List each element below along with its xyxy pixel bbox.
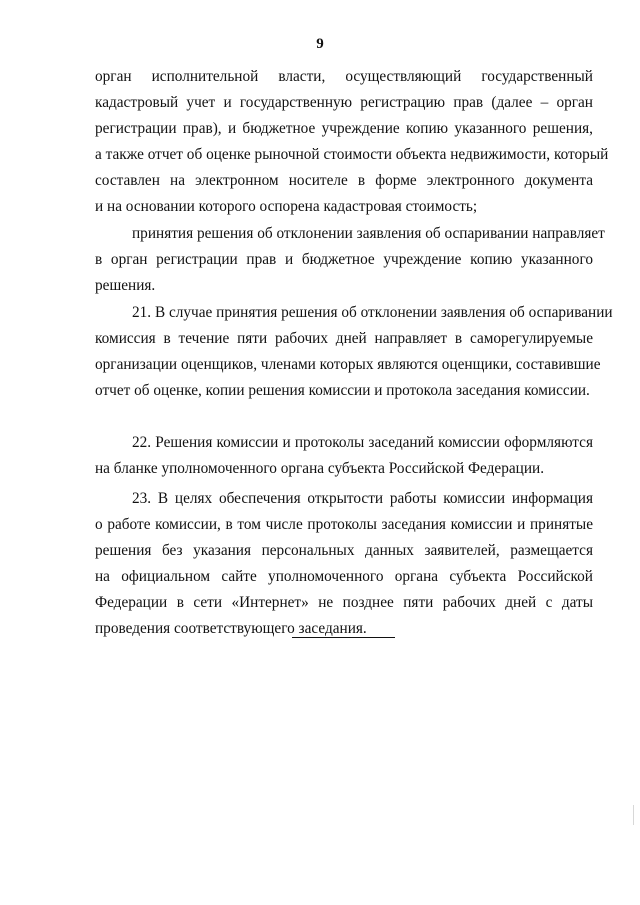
paragraph-21 xyxy=(95,300,613,404)
text-line: решения. xyxy=(95,277,156,294)
text-line: о работе комиссии, в том числе протоколы заседания комиссии и принятые xyxy=(95,516,593,533)
text-line: решения без указания персональных данных заявителей, размещается xyxy=(95,542,593,559)
paragraph-23 xyxy=(95,486,593,642)
text-line: отчет об оценке, копии решения комиссии и протокола заседания комиссии. xyxy=(95,382,590,399)
text-line: а также отчет об оценке рыночной стоимости объекта недвижимости, который xyxy=(95,146,609,163)
page-number: 9 xyxy=(316,36,324,52)
text-line: 21. В случае принятия решения об отклонении заявления об оспаривании xyxy=(132,304,613,321)
text-line: на бланке уполномоченного органа субъекта Российской Федерации. xyxy=(95,460,545,477)
text-line: и на основании которого оспорена кадастровая стоимость; xyxy=(95,198,478,215)
scan-edge-mark xyxy=(633,805,634,825)
end-of-document-rule xyxy=(292,637,395,638)
paragraph-22 xyxy=(95,430,593,482)
text-line: составлен на электронном носителе в форме электронного документа xyxy=(95,172,593,189)
text-line: орган исполнительной власти, осуществляющий государственный xyxy=(95,68,593,85)
text-line: 22. Решения комиссии и протоколы заседаний комиссии оформляются xyxy=(132,434,593,451)
text-line: комиссия в течение пяти рабочих дней направляет в саморегулируемые xyxy=(95,330,593,347)
text-line: принятия решения об отклонении заявления об оспаривании направляет xyxy=(132,225,605,242)
text-line: Федерации в сети «Интернет» не позднее пяти рабочих дней с даты xyxy=(95,594,593,611)
text-line: проведения соответствующего заседания. xyxy=(95,620,367,637)
text-line: регистрации прав), и бюджетное учреждение копию указанного решения, xyxy=(95,120,593,137)
text-line: на официальном сайте уполномоченного органа субъекта Российской xyxy=(95,568,593,585)
text-line: кадастровый учет и государственную регистрацию прав (далее – орган xyxy=(95,94,593,111)
text-line: 23. В целях обеспечения открытости работы комиссии информация xyxy=(132,490,593,507)
paragraph-continuation xyxy=(95,64,609,220)
text-line: в орган регистрации прав и бюджетное учреждение копию указанного xyxy=(95,251,593,268)
paragraph-rejection-notice xyxy=(95,221,605,299)
text-line: организации оценщиков, членами которых являются оценщики, составившие xyxy=(95,356,601,373)
